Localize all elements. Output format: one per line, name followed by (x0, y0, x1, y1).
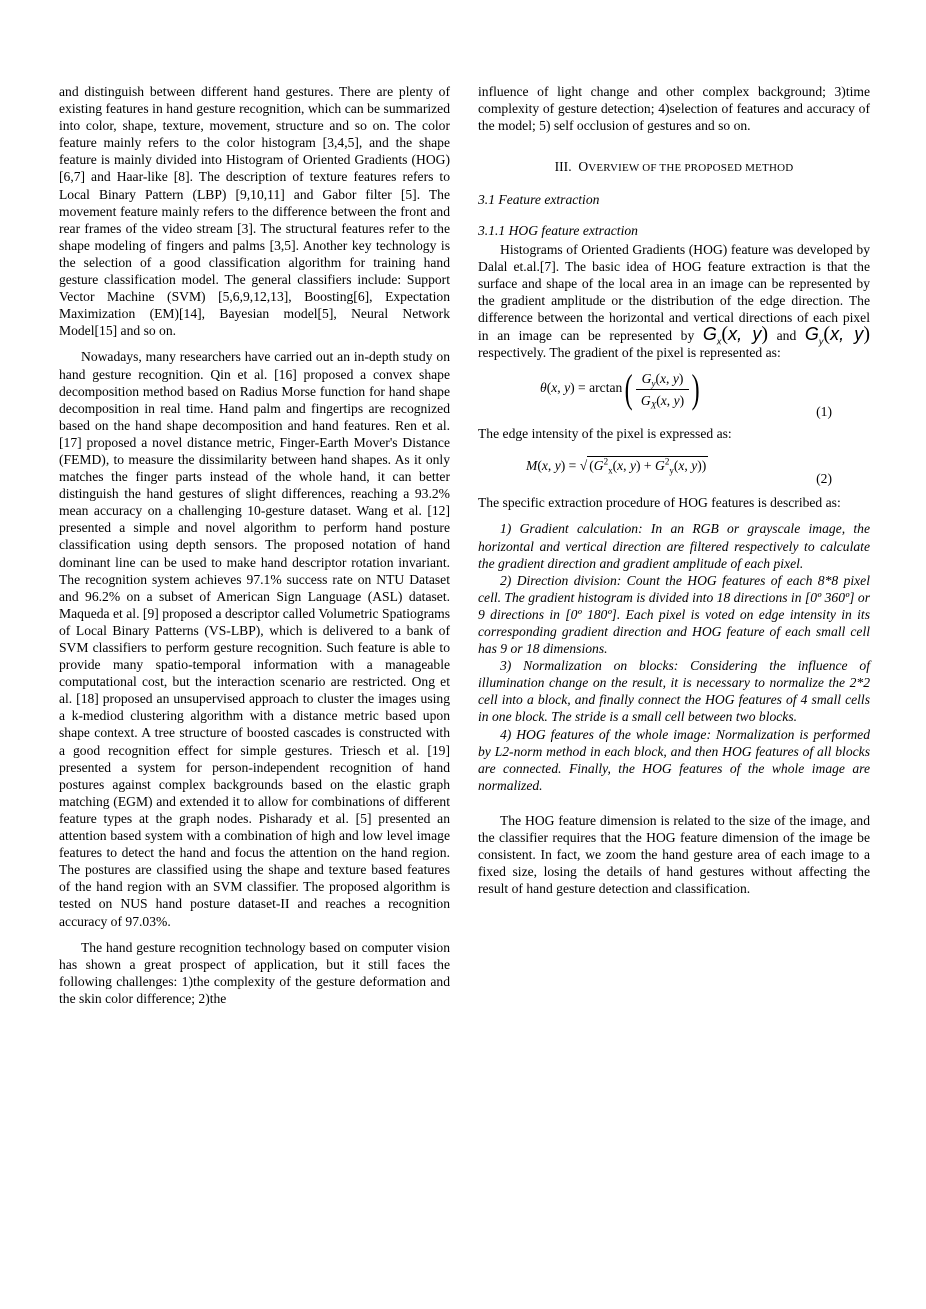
section-numeral: III. (554, 159, 572, 175)
edge-intensity-line: The edge intensity of the pixel is expressed as: (478, 426, 732, 442)
left-paragraph-3: The hand gesture recognition technology based on computer vision has shown a great prospect of application, but it still faces the following challenges: 1)the complexity of the gesture deformation and the skin color difference; 2)the (59, 939, 450, 1006)
section-first-letter: O (578, 159, 589, 175)
hog-dimension-paragraph: The HOG feature dimension is related to the size of the image, and the classifier requires that the HOG feature dimension of the image be consistent. In fact, we zoom the hand gesture area of each image to a fixed size, losing the details of hand gestures without affecting the result of hand gesture detection and classification. (478, 812, 870, 897)
equation-1-number: (1) (816, 404, 832, 420)
section-heading (478, 158, 870, 177)
left-paragraph-2: Nowadays, many researchers have carried out an in-depth study on hand gesture recognition. Qin et al. [16] proposed a convex shape decomposition method based on Radius Morse function for hand shape decomposition in real time. Hand palm and fingertips are recognized based on the hand shape decomposition and hand features. Ren et al. [17] proposed a novel distance metric, Finger-Earth Mover's Distance (FEMD), to measure the dissimilarity between hand shapes. As it only matches the finger parts instead of the whole hand, it can better distinguish the hand gestures of slight differences, reaching a 93.2% mean accuracy on a challenging 10-gesture dataset. Wang et al. [12] presented a simple and novel algorithm to perform hand posture classification using depth sensors. The proposed notation of hand dominant line can be used to make hand descriptor rotation invariant. The recognition system achieves 97.1% success rate on NTU Dataset and 96.2% on a subset of American Sign Language (ASL) dataset. Maqueda et al. [9] proposed a descriptor called Volumetric Spatiograms of Local Binary Patterns (VS-LBP), which is delivered to a bank of SVM classifiers to perform gesture recognition. Such feature is able to provide many spatio-temporal information with a manageable computational cost, but the interaction scenario are restricted. Ong et al. [18] proposed an unsupervised approach to cluster the images using a k-mediod clustering algorithm with a distance metric based upon shape context. A tree structure of boosted cascades is constructed with a good recognition effect for simple gestures. Triesch et al. [19] presented a system for person-independent recognition of hand postures against complex backgrounds based on the elastic graph matching (EGM) and extended it to allow for combinations of different feature types at the graph nodes. Pisharady et al. [5] presented an attention based system with a combination of high and low level image features to detect the hand and focus the attention on the hand region. The postures are classified using the shape and texture based features of the hand region with an SVM classifier. The proposed algorithm is tested on NUS hand posture dataset-II and reaches a recognition accuracy of 97.03%. (59, 349, 450, 929)
gx-math: $G_x$ (702, 324, 722, 347)
right-paragraph-1: influence of light change and other complex background; 3)time complexity of gesture detection; 4)selection of features and accuracy of the model; 5) self occlusion of gestures and so on. (478, 84, 870, 134)
hog-intro-respectively: respectively. (478, 345, 547, 361)
right-column (478, 83, 870, 897)
left-paragraph-1: and distinguish between different hand gestures. There are plenty of existing features in hand gesture recognition, which can be summarized into color, shape, texture, movement, structure and so on. The color feature mainly refers to the color histogram [3,4,5], and the shape feature is mainly divided into Histogram of Oriented Gradients (HOG) [6,7] and Haar-like [8]. The description of texture features refers to Local Binary Pattern (LBP) [9,10,11] and Gabor filter [5]. The movement feature mainly refers to the difference between the front and rear frames of the video stream [3]. The structural features refer to the shape modeling of fingers and palms [3,5]. Another key technology is the selection of a good classification algorithm for training hand gesture classification model. The general classifiers include: Support Vector Machine (SVM) [5,6,9,12,13], Boosting[6], Expectation Maximization (EM)[14], Bayesian model[5], Neural Network Model[15] and so on. (59, 84, 450, 339)
hog-intro-text: Histograms of Oriented Gradients (HOG) feature was developed by Dalal et.al.[7]. The basic idea of HOG feature extraction is that the surface and shape of the local area in an image can be represented by the gradient amplitude or the distribution of the edge direction. The difference between the horizontal and vertical directions of each pixel in an image can be represented by (478, 241, 870, 344)
left-column (59, 83, 450, 1007)
step-3: 3) Normalization on blocks: Considering the influence of illumination change on the result, it is necessary to normalize the 2*2 cell into a block, and finally connect the HOG features of 4 small cells in one block. The stride is a small cell between two blocks. (478, 658, 870, 725)
hog-intro-paragraph: Histograms of Oriented Gradients (HOG) feature was developed by Dalal et.al.[7]. The basic idea of HOG feature extraction is that the surface and shape of the local area in an image can be represented by the gradient amplitude or the distribution of the edge direction. The difference between the horizontal and vertical directions of each pixel in an image can be represented by $G_x(x$, y) and $G_y(x$, y) respectively. The gradient of the pixel is represented as: (478, 241, 870, 361)
step-2: 2) Direction division: Count the HOG features of each 8*8 pixel cell. The gradient histogram is divided into 18 directions in [0º 360º] or 9 directions in [0º 180º]. Each pixel is voted on edge intensity in its corresponding gradient direction and HOG feature of each small cell has 9 or 18 dimensions. (478, 572, 870, 657)
subsubsection-heading: 3.1.1 HOG feature extraction (478, 223, 638, 239)
gy-math: $G_y$ (804, 324, 824, 347)
equation-1: θ(x, y) = arctan( $\frac{G_y(x, y)}{G_X(x, y)}$ ) (1) (540, 366, 832, 420)
hog-intro-and: and (776, 328, 797, 344)
equation-2: M(x, y) = √ ($G^2_x(x$, $y) + G^2_y(x$, y)) (2) (526, 456, 832, 487)
equation-2-number: (2) (816, 471, 832, 487)
procedure-intro: The specific extraction procedure of HOG features is described as: (478, 495, 841, 511)
hog-intro-end: The gradient of the pixel is represented as: (549, 345, 781, 361)
subsection-heading: 3.1 Feature extraction (478, 192, 600, 208)
step-1: 1) Gradient calculation: In an RGB or grayscale image, the horizontal and vertical direction are filtered respectively to calculate the gradient direction and gradient amplitude of each pixel. (478, 521, 870, 571)
section-title-rest: VERVIEW OF THE PROPOSED METHOD (588, 162, 794, 175)
step-4: 4) HOG features of the whole image: Normalization is performed by L2-norm method in each block, and then HOG features of all blocks are connected. Finally, the HOG features of the whole image are normalized. (478, 726, 870, 793)
